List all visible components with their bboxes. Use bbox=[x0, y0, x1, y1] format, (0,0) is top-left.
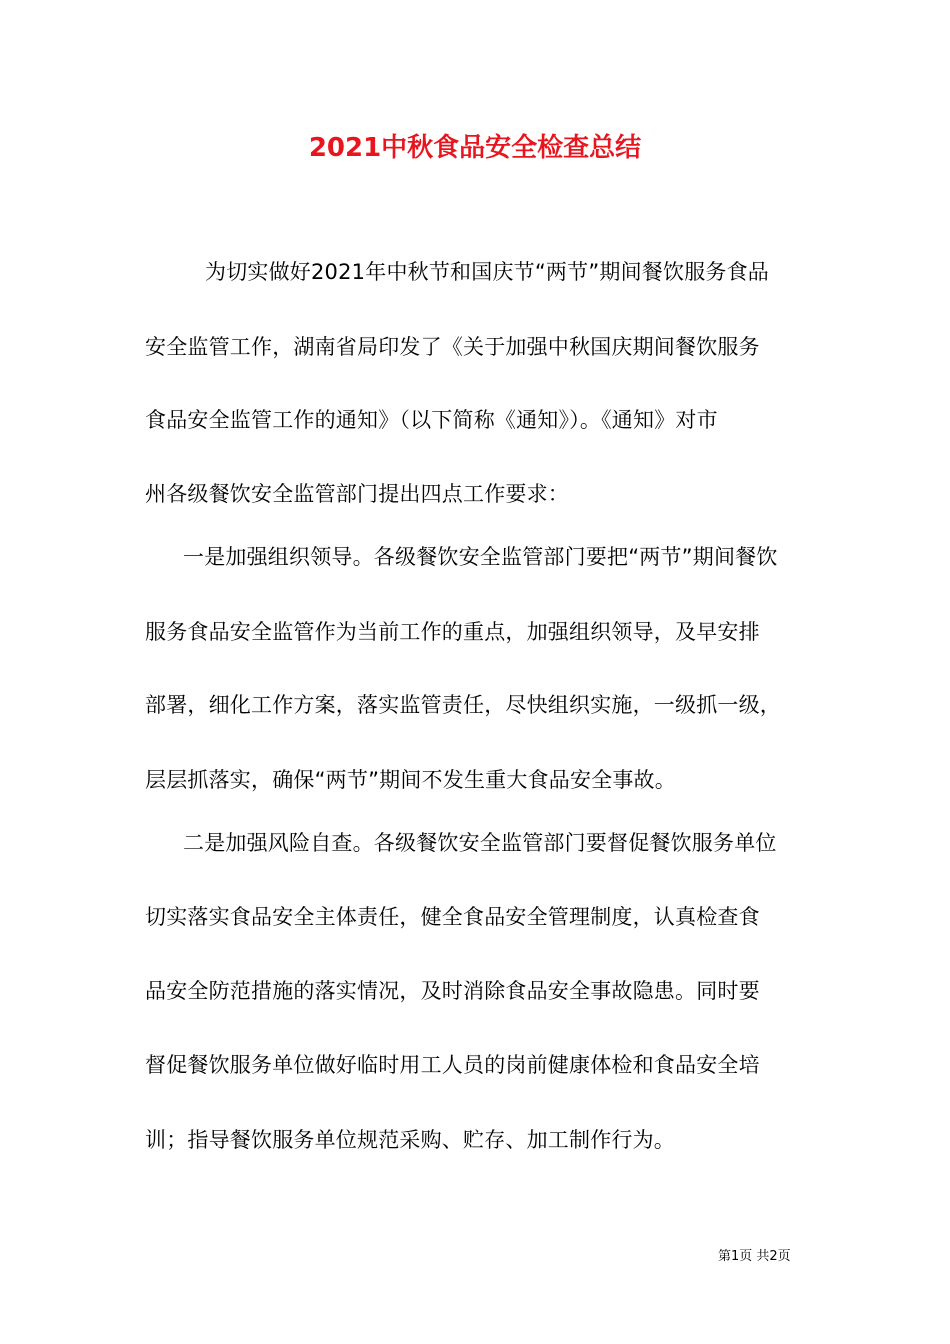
page-indicator: 第1页 共2页 bbox=[718, 1249, 791, 1264]
paragraph-3-line-5: 训；指导餐饮服务单位规范采购、贮存、加工制作行为。 bbox=[145, 1128, 675, 1152]
paragraph-2-line-4: 层层抓落实，确保“两节”期间不发生重大食品安全事故。 bbox=[145, 768, 676, 792]
paragraph-1-line-4: 州各级餐饮安全监管部门提出四点工作要求： bbox=[145, 482, 569, 506]
paragraph-3-line-2: 切实落实食品安全主体责任，健全食品安全管理制度，认真检查食 bbox=[145, 905, 760, 929]
paragraph-1-line-3: 食品安全监管工作的通知》（以下简称《通知》）。《通知》对市 bbox=[145, 408, 718, 432]
paragraph-1-line-2: 安全监管工作，湖南省局印发了《关于加强中秋国庆期间餐饮服务 bbox=[145, 335, 760, 359]
paragraph-1-line-1: 为切实做好2021年中秋节和国庆节“两节”期间餐饮服务食品 bbox=[205, 260, 769, 284]
paragraph-3-line-3: 品安全防范措施的落实情况，及时消除食品安全事故隐患。同时要 bbox=[145, 979, 760, 1003]
paragraph-2-line-3: 部署，细化工作方案，落实监管责任，尽快组织实施，一级抓一级， bbox=[145, 693, 781, 717]
paragraph-3-line-4: 督促餐饮服务单位做好临时用工人员的岗前健康体检和食品安全培 bbox=[145, 1053, 760, 1077]
paragraph-2-line-1: 一是加强组织领导。各级餐饮安全监管部门要把“两节”期间餐饮 bbox=[183, 545, 778, 569]
paragraph-2-line-2: 服务食品安全监管作为当前工作的重点，加强组织领导，及早安排 bbox=[145, 620, 760, 644]
document-title: 2021中秋食品安全检查总结 bbox=[308, 133, 642, 163]
paragraph-3-line-1: 二是加强风险自查。各级餐饮安全监管部门要督促餐饮服务单位 bbox=[183, 831, 777, 855]
